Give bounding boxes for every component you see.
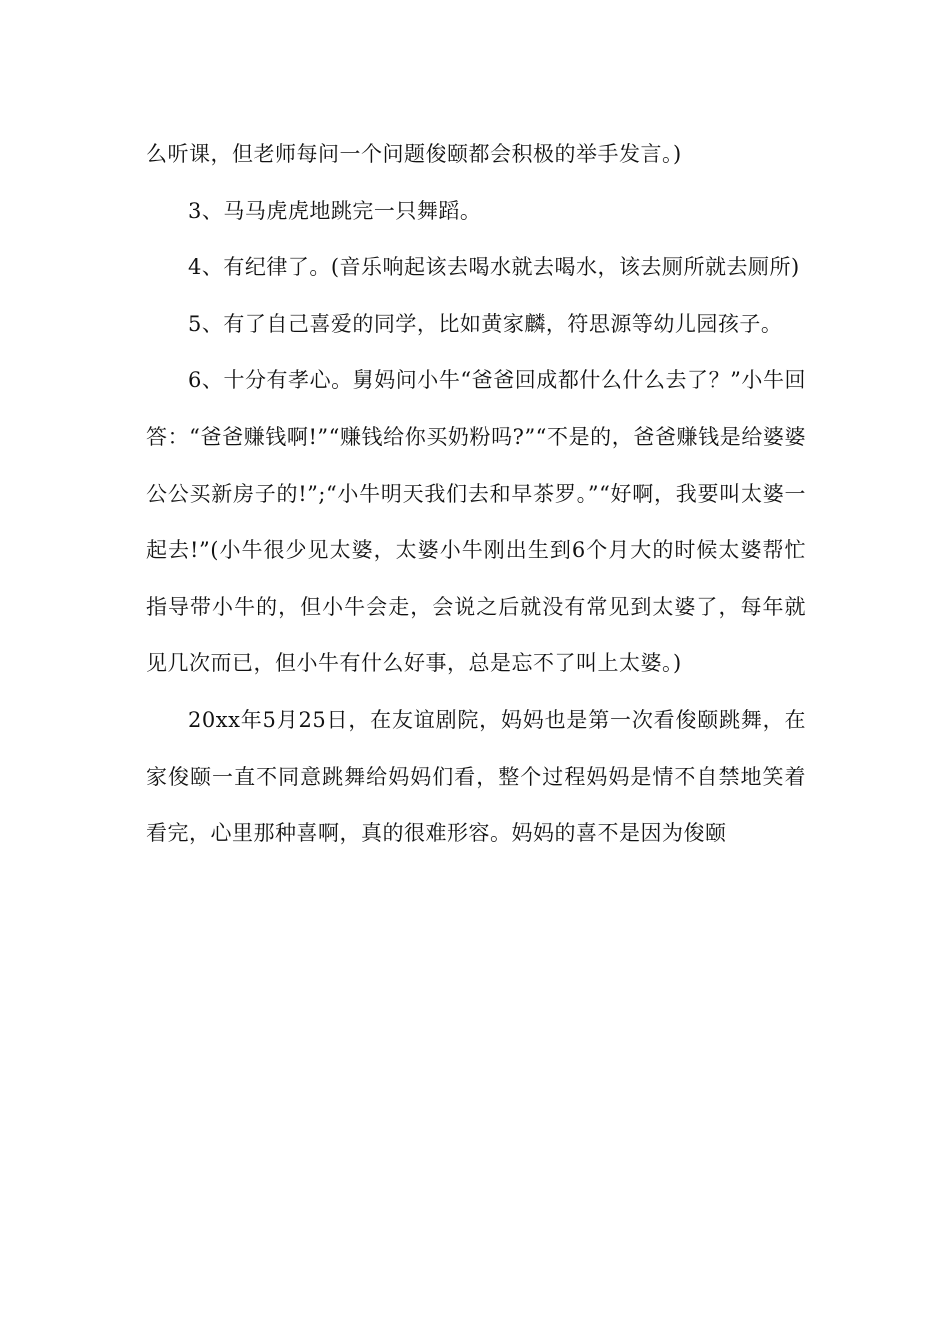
paragraph-continuation: 么听课，但老师每问一个问题俊颐都会积极的举手发言。) [146,142,682,166]
paragraph-performance: 20xx年5月25日，在友谊剧院，妈妈也是第一次看俊颐跳舞，在家俊颐一直不同意跳舞给妈妈们看，整个过程妈妈是情不自禁地笑着看完，心里那种喜啊，真的很难形容。妈妈的喜不是因为俊颐 [146,707,806,846]
paragraph-item-5: 5、有了自己喜爱的同学，比如黄家麟，符思源等幼儿园孩子。 [188,311,783,336]
paragraph-item-3: 3、马马虎虎地跳完一只舞蹈。 [188,198,482,223]
paragraph-item-6: 6、十分有孝心。舅妈问小牛“爸爸回成都什么什么去了？”小牛回答：“爸爸赚钱啊!”“赚钱给你买奶粉吗?”“不是的，爸爸赚钱是给婆婆公公买新房子的!”;“小牛明天我们去和早茶罗。”“好啊，我要叫太婆一起去!”(小牛很少见太婆，太婆小牛刚出生到6个月大的时候太婆帮忙指导带小牛的，但小牛会走，会说之后就没有常见到太婆了，每年就见几次而已，但小牛有什么好事，总是忘不了叫上太婆。) [146,368,806,676]
document-body [146,126,806,862]
paragraph-item-4: 4、有纪律了。(音乐响起该去喝水就去喝水，该去厕所就去厕所) [188,255,800,280]
